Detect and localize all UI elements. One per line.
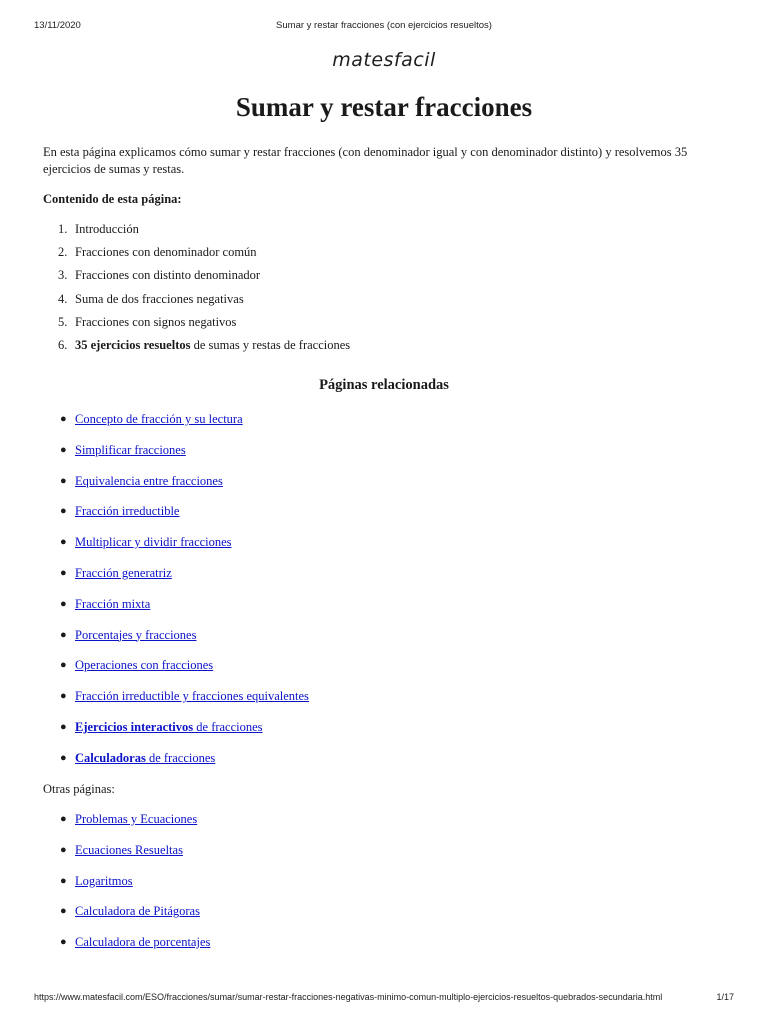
list-item — [58, 534, 309, 565]
contents-item-number: 3. — [58, 268, 68, 283]
contents-heading: Contenido de esta página: — [43, 192, 182, 206]
bullet-icon: ● — [60, 813, 67, 825]
contents-item-text: Introducción — [75, 222, 139, 236]
link-text: Fracción mixta — [75, 596, 151, 611]
page-number: 1/17 — [716, 992, 734, 1002]
bullet-icon: ● — [60, 720, 67, 733]
link-text: Concepto de fracción y su lectura — [75, 412, 243, 426]
contents-item-text: Fracciones con distinto denominador — [75, 268, 261, 283]
list-item — [58, 596, 309, 627]
list-item — [58, 719, 309, 750]
list-item — [58, 842, 210, 873]
page-title: Sumar y restar fracciones — [235, 92, 533, 122]
other-link[interactable]: Calculadora de Pitágoras — [75, 904, 200, 919]
intro-paragraph: En esta página explicamos cómo sumar y restar fracciones (con denominador igual y con denominador distinto) y resolvemos 35 ejercicios de sumas y restas. — [43, 145, 688, 176]
link-text: Multiplicar y dividir fracciones — [75, 535, 232, 550]
link-text: de fracciones — [145, 750, 216, 765]
contents-item-bold: 35 ejercicios resueltos — [75, 337, 191, 352]
other-link[interactable]: Logaritmos — [75, 873, 133, 888]
contents-item-text: Fracciones con denominador común — [75, 245, 257, 260]
list-item — [58, 503, 309, 534]
bullet-icon: ● — [60, 443, 67, 456]
contents-item-text: Fracciones con signos negativos — [75, 314, 237, 329]
list-item — [58, 627, 309, 658]
other-pages-heading: Otras páginas: — [43, 782, 115, 796]
print-header — [34, 20, 734, 34]
list-item — [58, 411, 309, 442]
contents-list — [58, 221, 350, 360]
contents-item[interactable] — [58, 267, 350, 290]
contents-item-number: 6. — [58, 337, 68, 352]
print-url: https://www.matesfacil.com/ESO/fracciones/sumar/sumar-restar-fracciones-negativas-minimo-comun-multiplo-ejercicios-resueltos-quebrados-secundaria.html — [34, 992, 663, 1002]
print-footer — [34, 992, 734, 1006]
list-item — [58, 750, 309, 781]
related-link[interactable] — [75, 751, 215, 765]
link-bold: Ejercicios interactivos — [75, 719, 194, 734]
bullet-icon: ● — [60, 413, 67, 425]
contents-item-text: de sumas y restas de fracciones — [190, 337, 351, 352]
related-link[interactable] — [75, 412, 243, 426]
related-link[interactable] — [75, 566, 172, 580]
bullet-icon: ● — [60, 505, 67, 518]
other-link[interactable]: Problemas y Ecuaciones — [75, 812, 198, 826]
link-text: Porcentajes y fracciones — [75, 627, 197, 642]
list-item — [58, 565, 309, 596]
bullet-icon: ● — [60, 536, 67, 549]
site-logo[interactable]: matesfacil — [332, 49, 436, 71]
link-text: Fracción irreductible — [75, 504, 180, 519]
link-text: Fracción irreductible y fracciones equivalentes — [75, 689, 309, 704]
contents-item[interactable] — [58, 244, 350, 267]
bullet-icon: ● — [60, 659, 67, 672]
contents-item-number: 2. — [58, 245, 68, 260]
list-item — [58, 811, 210, 842]
link-text: Fracción generatriz — [75, 565, 172, 580]
contents-item[interactable] — [58, 314, 350, 337]
contents-item[interactable] — [58, 291, 350, 314]
print-date: 13/11/2020 — [34, 20, 81, 31]
related-link[interactable] — [75, 628, 196, 642]
related-link[interactable] — [75, 474, 223, 488]
other-link[interactable]: Calculadora de porcentajes — [75, 935, 211, 950]
related-link[interactable] — [75, 720, 263, 734]
link-text: Operaciones con fracciones — [75, 658, 214, 673]
related-link[interactable] — [75, 597, 150, 611]
contents-item[interactable] — [58, 221, 350, 244]
bullet-icon: ● — [60, 474, 67, 487]
bullet-icon: ● — [60, 843, 67, 856]
list-item — [58, 873, 210, 904]
bullet-icon: ● — [60, 905, 67, 918]
related-pages-list — [58, 411, 309, 781]
contents-item-text: Suma de dos fracciones negativas — [75, 291, 244, 306]
related-link[interactable] — [75, 689, 309, 703]
list-item — [58, 473, 309, 504]
related-link[interactable] — [75, 535, 232, 549]
contents-item-number: 5. — [58, 314, 68, 329]
other-pages-list — [58, 811, 210, 965]
other-link[interactable]: Ecuaciones Resueltas — [75, 842, 183, 857]
related-link[interactable] — [75, 658, 213, 672]
bullet-icon: ● — [60, 690, 67, 703]
list-item — [58, 688, 309, 719]
link-text: Simplificar fracciones — [75, 442, 186, 457]
related-link[interactable] — [75, 504, 179, 518]
list-item — [58, 442, 309, 473]
contents-item[interactable] — [58, 337, 350, 360]
link-text: Equivalencia entre fracciones — [75, 473, 223, 488]
contents-item-number: 4. — [58, 291, 68, 306]
related-link[interactable] — [75, 443, 186, 457]
bullet-icon: ● — [60, 597, 67, 610]
link-bold: Calculadoras — [75, 750, 146, 765]
related-pages-heading: Páginas relacionadas — [319, 377, 449, 393]
contents-item-number: 1. — [58, 222, 68, 236]
print-document-title: Sumar y restar fracciones (con ejercicios resueltos) — [276, 20, 492, 31]
list-item — [58, 657, 309, 688]
list-item — [58, 903, 210, 934]
bullet-icon: ● — [60, 936, 67, 949]
bullet-icon: ● — [60, 874, 67, 887]
bullet-icon: ● — [60, 751, 67, 764]
list-item — [58, 934, 210, 965]
bullet-icon: ● — [60, 628, 67, 641]
bullet-icon: ● — [60, 566, 67, 579]
link-text: de fracciones — [193, 719, 263, 734]
